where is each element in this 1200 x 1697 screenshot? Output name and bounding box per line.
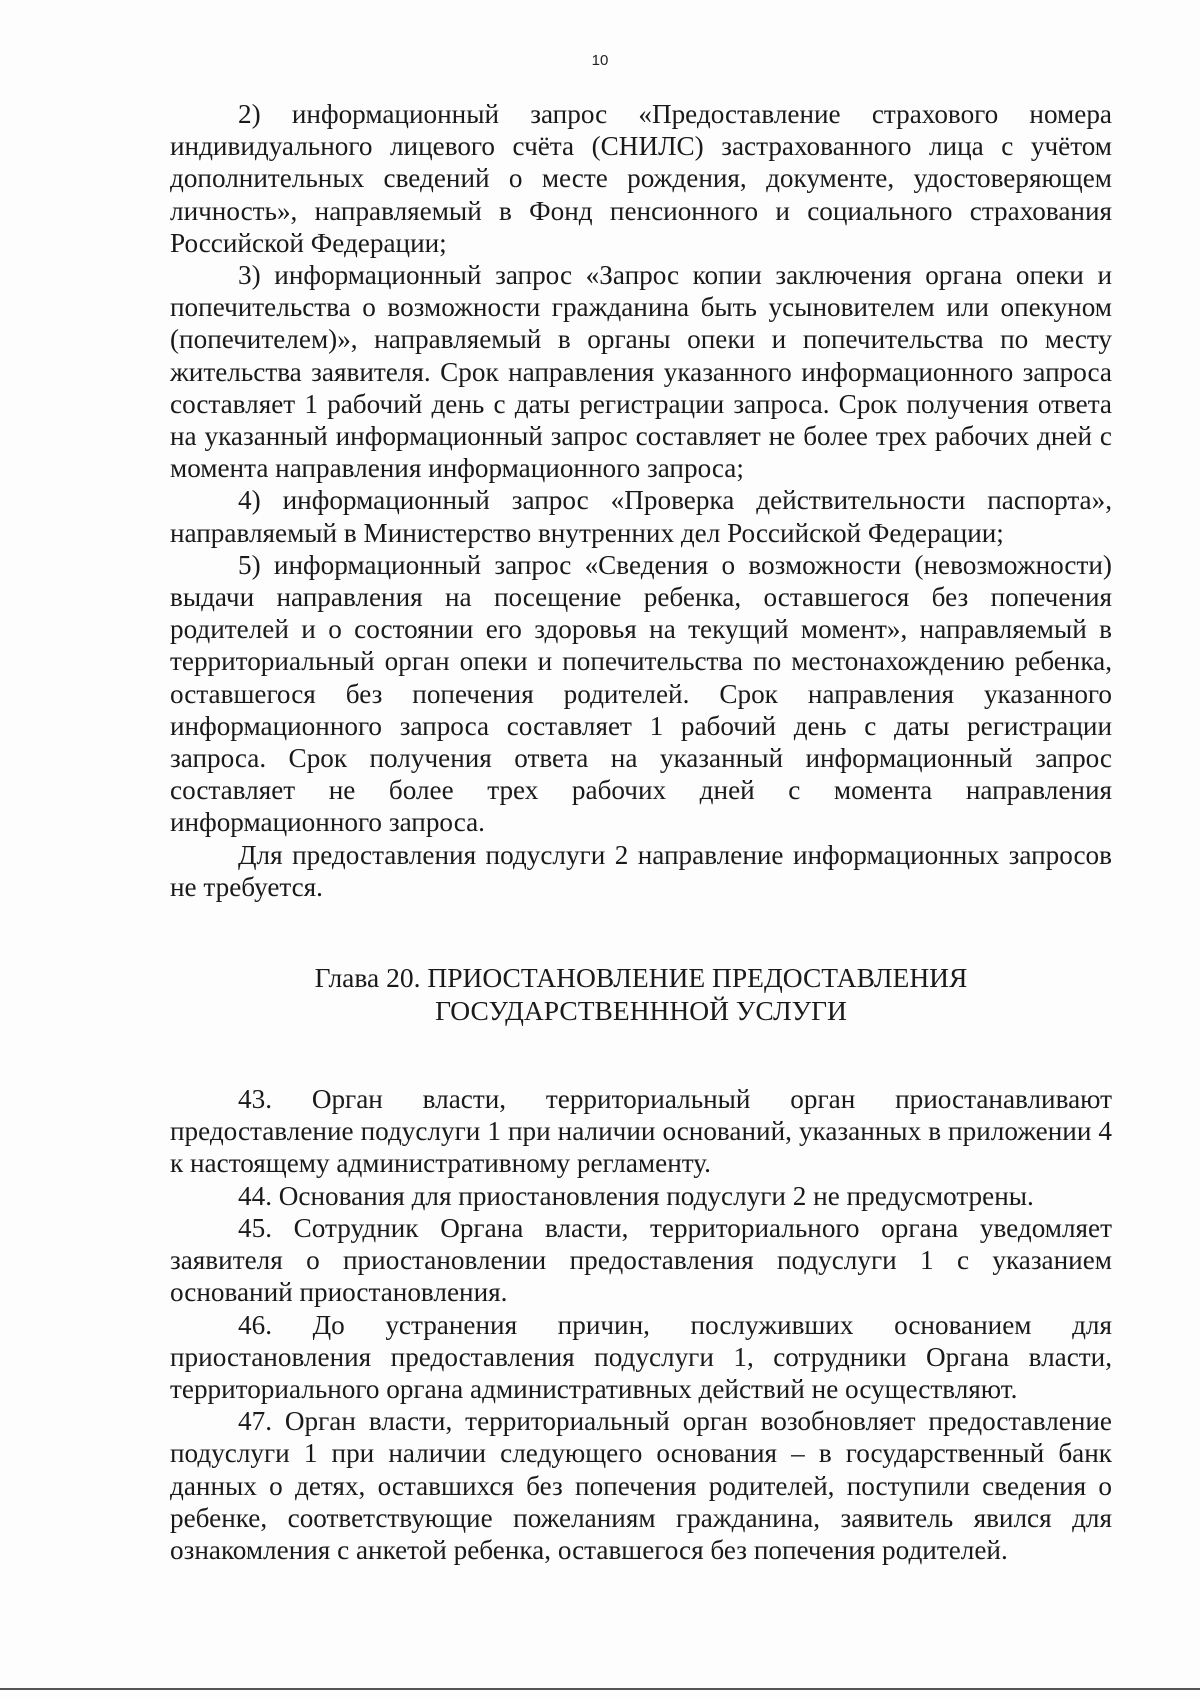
paragraph-subservice-2-note: Для предоставления подуслуги 2 направление информационных запросов не требуется.: [170, 839, 1112, 902]
document-body: [170, 98, 1112, 1566]
paragraph-item-2: 2) информационный запрос «Предоставление страхового номера индивидуального лицевого счёта (СНИЛС) застрахованного лица с учётом дополнительных сведений о месте рождения, документе, удостоверяющем личность», направляемый в Фонд пенсионного и социального страхования Российской Федерации;: [170, 99, 1112, 258]
paragraph-item-4: 4) информационный запрос «Проверка действительности паспорта», направляемый в Министерство внутренних дел Российской Федерации;: [170, 485, 1112, 548]
bottom-divider: [0, 1688, 1200, 1690]
chapter-heading: [170, 961, 1112, 1027]
page-number: 10: [591, 52, 609, 69]
paragraph-43: 43. Орган власти, территориальный орган приостанавливают предоставление подуслуги 1 при наличии оснований, указанных в приложении 4 к настоящему административному регламенту.: [170, 1084, 1112, 1179]
paragraph-45: 45. Сотрудник Органа власти, территориального органа уведомляет заявителя о приостановлении предоставления подуслуги 1 с указанием оснований приостановления.: [170, 1212, 1112, 1308]
paragraph-46: 46. До устранения причин, послуживших основанием для приостановления предоставления подуслуги 1, сотрудники Органа власти, территориального органа административных действий не осуществляют.: [170, 1309, 1112, 1404]
paragraph-44: 44. Основания для приостановления подуслуги 2 не предусмотрены.: [238, 1180, 1034, 1211]
paragraph-47: 47. Орган власти, территориальный орган возобновляет предоставление подуслуги 1 при наличии следующего основания – в государственный банк данных о детях, оставшихся без попечения родителей, поступили сведения о ребенке, соответствующие пожеланиям гражданина, заявитель явился для ознакомления с анкетой ребенка, оставшегося без попечения родителей.: [170, 1406, 1112, 1565]
paragraph-item-5: 5) информационный запрос «Сведения о возможности (невозможности) выдачи направления на посещение ребенка, оставшегося без попечения родителей и о состоянии его здоровья на текущий момент», направляемый в территориальный орган опеки и попечительства по местонахождению ребенка, оставшегося без попечения родителей. Срок направления указанного информационного запроса составляет 1 рабочий день с даты регистрации запроса. Срок получения ответа на указанный информационный запрос составляет не более трех рабочих дней с момента направления информационного запроса.: [170, 549, 1112, 838]
chapter-heading-line-2: ГОСУДАРСТВЕНННОЙ УСЛУГИ: [435, 995, 847, 1027]
paragraph-item-3: 3) информационный запрос «Запрос копии заключения органа опеки и попечительства о возможности гражданина быть усыновителем или опекуном (попечителем)», направляемый в органы опеки и попечительства по месту жительства заявителя. Срок направления указанного информационного запроса составляет 1 рабочий день с даты регистрации запроса. Срок получения ответа на указанный информационный запрос составляет не более трех рабочих дней с момента направления информационного запроса;: [170, 260, 1112, 484]
chapter-heading-line-1: Глава 20. ПРИОСТАНОВЛЕНИЕ ПРЕДОСТАВЛЕНИЯ: [314, 962, 968, 994]
